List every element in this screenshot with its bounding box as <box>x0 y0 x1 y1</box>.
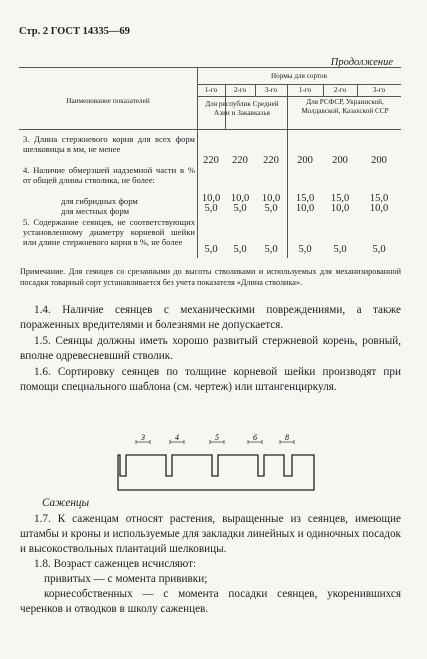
table-cell: 5,0 <box>298 244 312 255</box>
table-cell: 15,0 <box>330 193 350 204</box>
paragraph-1-7: 1.7. К саженцам относят растения, выращенные из сеянцев, имеющие штамбы и кроны и используемые для закладки линейных и одиночных посадок и высокоствольных плантаций шелковицы. <box>20 513 401 555</box>
paragraph-own-rooted: корнесобственных — с момента посадки сеянцев, укоренившихся черенков и отводков в школу саженцев. <box>20 588 401 615</box>
dimension-label: 6 <box>253 433 257 442</box>
table-cell: 220 <box>232 155 248 166</box>
table-cell: 10,0 <box>261 193 281 204</box>
grade-header: 1-го <box>298 86 312 94</box>
table-cell: 10,0 <box>230 193 250 204</box>
table-cell: 220 <box>263 155 279 166</box>
column-header-indicators: Наименование показателей <box>66 97 150 105</box>
sorting-template-diagram <box>108 432 328 492</box>
grade-header: 1-го <box>204 86 218 94</box>
table-cell: 15,0 <box>295 193 315 204</box>
table-cell: 220 <box>203 155 219 166</box>
page-header: Стр. 2 ГОСТ 14335—69 <box>19 26 130 37</box>
paragraph-1-8: 1.8. Возраст саженцев исчисляют: <box>34 558 197 570</box>
table-cell: 10,0 <box>295 203 315 214</box>
table-cell: 5,0 <box>372 244 386 255</box>
table-cell: 200 <box>371 155 387 166</box>
table-cell: 5,0 <box>333 244 347 255</box>
grade-header: 3-го <box>372 86 386 94</box>
row-label: для гибридных форм <box>61 196 138 206</box>
paragraph-1-5: 1.5. Сеянцы должны иметь хорошо развитый стержневой корень, ровный, вполне одревесневший стволик. <box>20 335 401 362</box>
grade-header: 2-го <box>233 86 247 94</box>
dimension-label: 3 <box>141 433 145 442</box>
dimension-label: 8 <box>285 433 289 442</box>
table-cell: 200 <box>297 155 313 166</box>
row-label: для местных форм <box>61 206 130 216</box>
section-heading: Саженцы <box>42 497 90 509</box>
paragraph-grafted: привитых — с момента прививки; <box>44 573 208 585</box>
table-cell: 5,0 <box>264 203 278 214</box>
paragraph-1-6: 1.6. Сортировку сеянцев по толщине корневой шейки производят при помощи специального шаблона (см. чертеж) или штангенциркуля. <box>20 366 401 393</box>
table-note: Примечание. Для сеянцев со срезанными до высоты стволиками и используемых для механизированной посадки товарный сорт устанавливается без учета показателя «Длина стволика». <box>20 267 401 287</box>
norms-header: Нормы для сортов <box>270 72 328 80</box>
table-cell: 5,0 <box>204 244 218 255</box>
table-cell: 5,0 <box>204 203 218 214</box>
dimension-label: 4 <box>175 433 179 442</box>
table-cell: 10,0 <box>330 203 350 214</box>
dimension-label: 5 <box>215 433 219 442</box>
continuation-label: Продолжение <box>330 57 393 68</box>
table-cell: 5,0 <box>264 244 278 255</box>
region-header-central-asia: Для республик Средней Азии и Закавказья <box>205 100 279 117</box>
row-label: 4. Наличие обмерзшей надземной части в % от общей длины стволика, не более: <box>23 165 195 186</box>
table-cell: 5,0 <box>233 203 247 214</box>
table-cell: 10,0 <box>369 203 389 214</box>
table-cell: 5,0 <box>233 244 247 255</box>
table-cell: 10,0 <box>201 193 221 204</box>
row-label: 3. Длина стержневого корня для всех форм шелковицы в мм, не менее <box>23 134 195 155</box>
row-label: 5. Содержание сеянцев, не соответствующих установленному диаметру корневой шейки или длине стержневого корня в %, не более <box>23 217 195 248</box>
paragraph-1-4: 1.4. Наличие сеянцев с механическими повреждениями, а также пораженных вредителями и болезнями не допускается. <box>20 304 401 331</box>
table-cell: 200 <box>332 155 348 166</box>
table-cell: 15,0 <box>369 193 389 204</box>
grade-header: 2-го <box>333 86 347 94</box>
grade-header: 3-го <box>264 86 278 94</box>
region-header-rsfsr: Для РСФСР, Украинской, Молдавской, Казахской ССР <box>301 98 389 115</box>
